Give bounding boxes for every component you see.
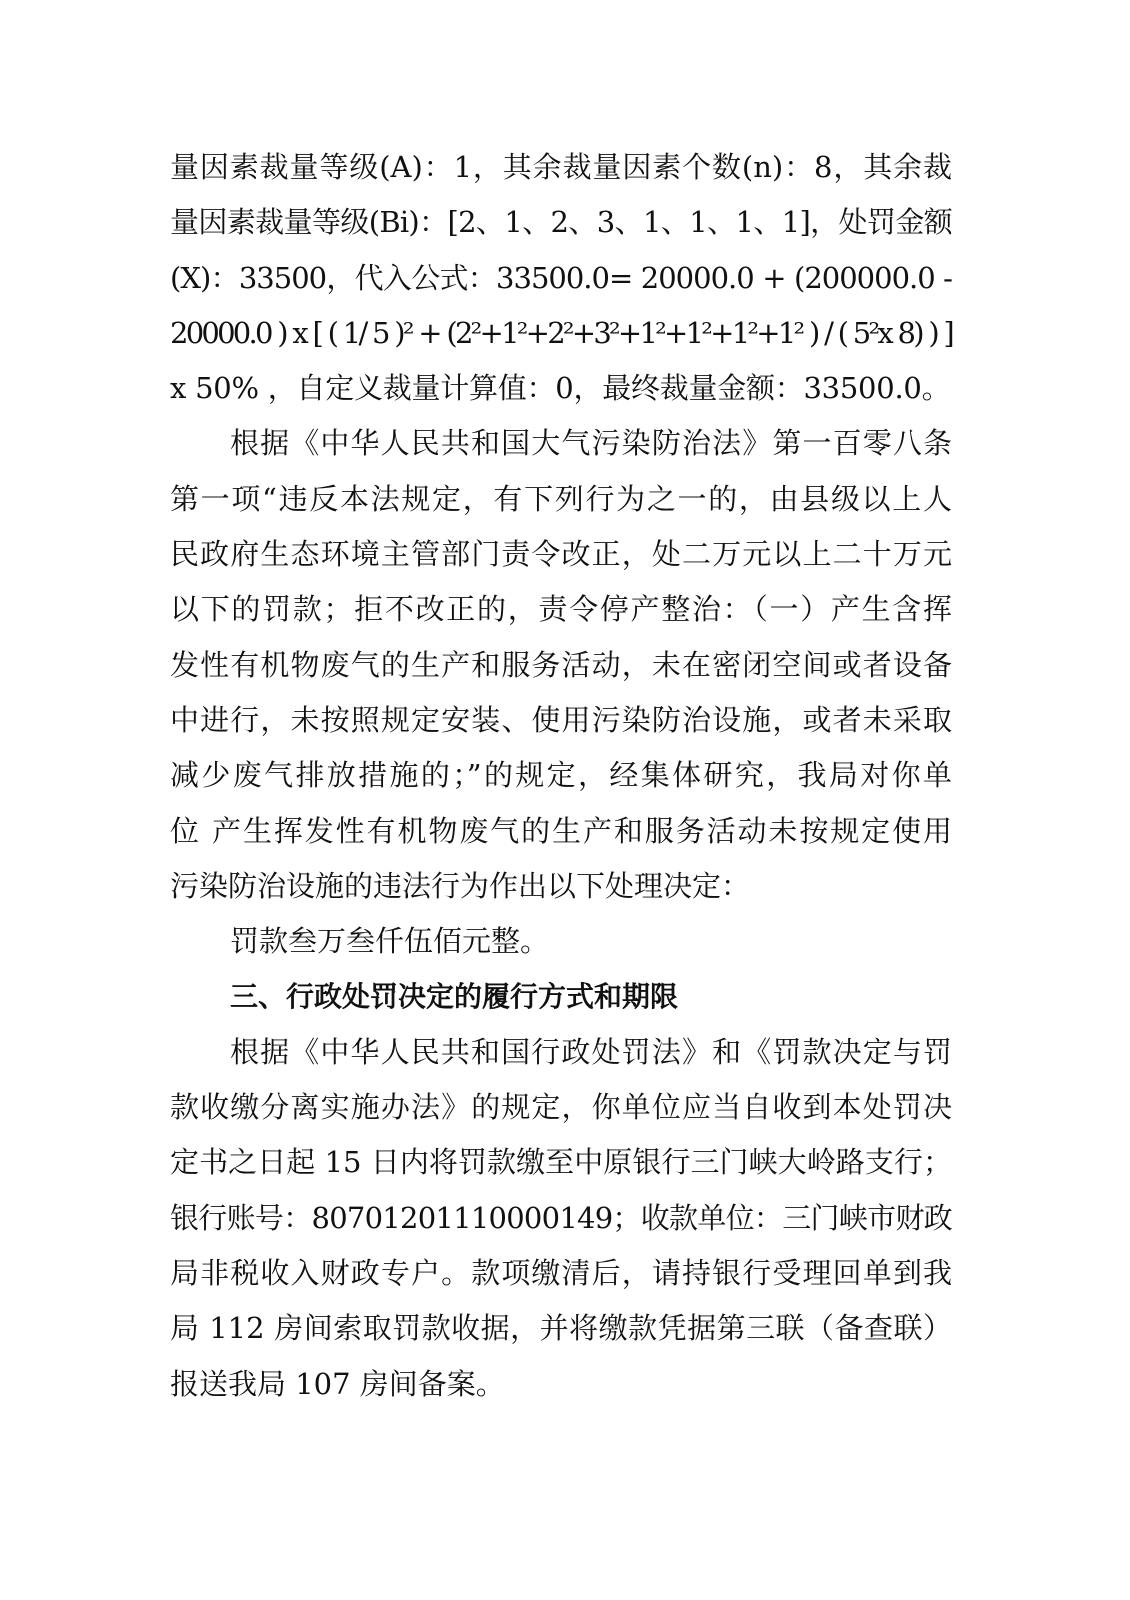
- text-line: 中进行，未按照规定安装、使用污染防治设施，或者未采取: [170, 702, 952, 737]
- paragraph-first-line: 根据《中华人民共和国行政处罚法》和《罚款决定与罚: [230, 1034, 952, 1069]
- text-line: 以下的罚款；拒不改正的，责令停产整治：（一）产生含挥: [170, 592, 952, 627]
- text-line: 报送我局 107 房间备案。: [170, 1366, 505, 1401]
- text-line: 定书之日起 15 日内将罚款缴至中原银行三门峡大岭路支行；: [170, 1145, 952, 1180]
- text-line: 款收缴分离实施办法》的规定，你单位应当自收到本处罚决: [170, 1090, 952, 1125]
- text-line: (X)：33500，代入公式：33500.0= 20000.0 + (200000.0 -: [170, 260, 952, 295]
- text-line: 污染防治设施的违法行为作出以下处理决定：: [170, 868, 751, 903]
- text-line: 银行账号：80701201110000149；收款单位：三门峡市财政: [170, 1200, 952, 1235]
- text-line: 民政府生态环境主管部门责令改正，处二万元以上二十万元: [170, 537, 952, 572]
- formula-line: 20000.0 ) x [ ( 1/ 5 )² + (2²+1²+2²+3²+1²+1²+1²+1² ) / ( 5²x 8) ) ]: [170, 315, 952, 350]
- text-line: 局 112 房间索取罚款收据，并将缴款凭据第三联（备查联）: [170, 1311, 952, 1346]
- text-line: 量因素裁量等级(A)：1，其余裁量因素个数(n)：8，其余裁: [170, 150, 952, 184]
- section-heading: 三、行政处罚决定的履行方式和期限: [230, 980, 679, 1014]
- text-line: 第一项“违反本法规定，有下列行为之一的，由县级以上人: [170, 481, 952, 516]
- text-line: 发性有机物废气的生产和服务活动，未在密闭空间或者设备: [170, 647, 952, 682]
- text-line: 位 产生挥发性有机物废气的生产和服务活动未按规定使用: [170, 813, 952, 848]
- text-line: 量因素裁量等级(Bi)：[2、1、2、3、1、1、1、1]，处罚金额: [170, 205, 952, 240]
- document-body: [170, 140, 952, 1412]
- penalty-decision: 罚款叁万叁仟伍佰元整。: [230, 924, 550, 959]
- text-line: 减少废气排放措施的；”的规定，经集体研究，我局对你单: [170, 758, 952, 793]
- text-line: 局非税收入财政专户。款项缴清后，请持银行受理回单到我: [170, 1255, 952, 1290]
- text-line: x 50% ，自定义裁量计算值：0，最终裁量金额：33500.0。: [170, 371, 951, 406]
- paragraph-first-line: 根据《中华人民共和国大气污染防治法》第一百零八条: [230, 426, 952, 461]
